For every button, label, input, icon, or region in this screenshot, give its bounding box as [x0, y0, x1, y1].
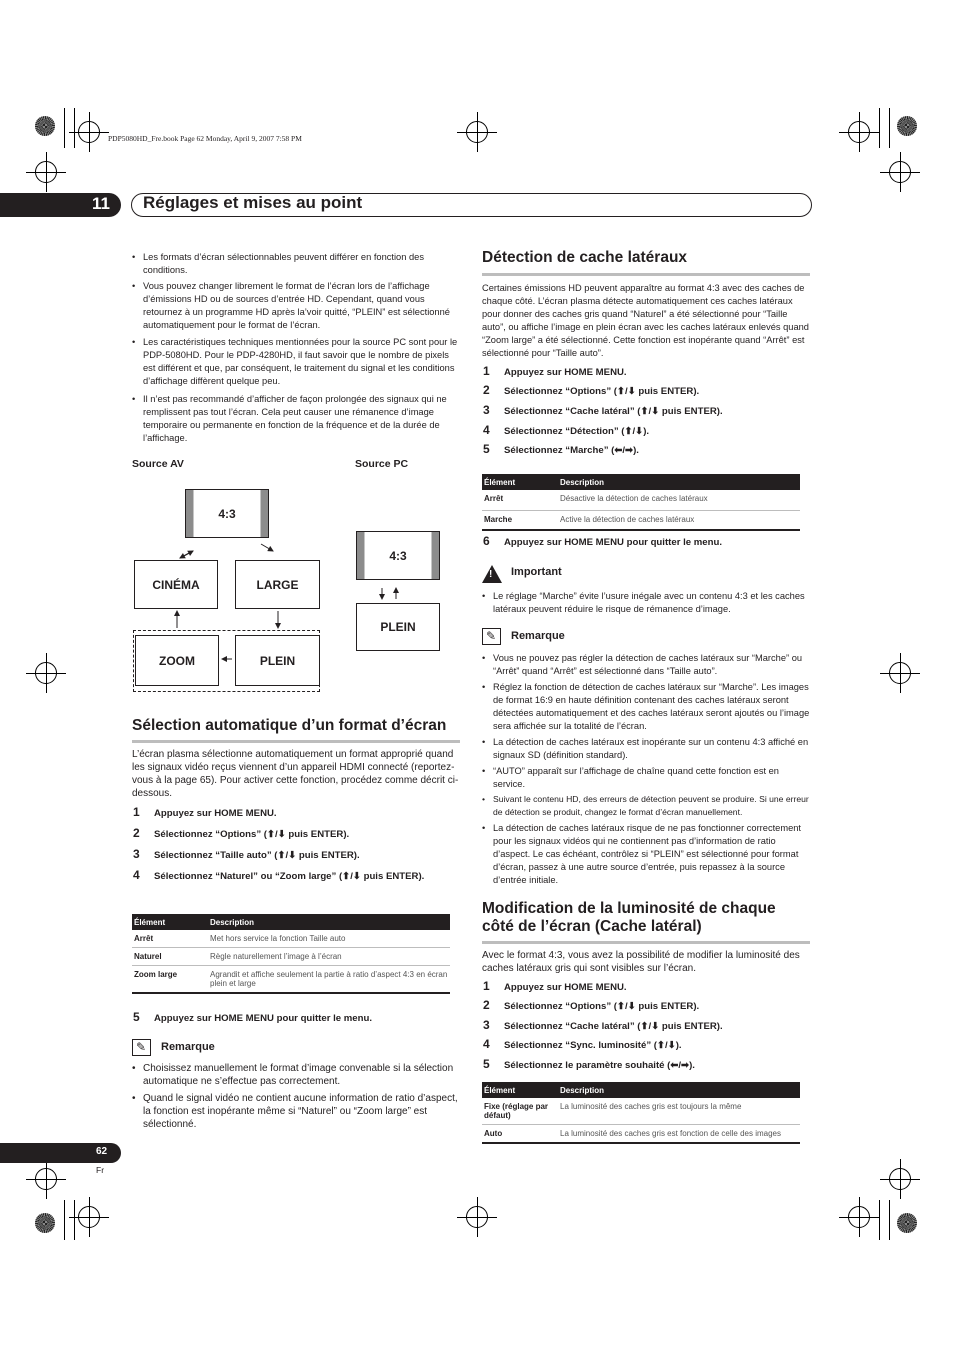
crosshair-icon — [889, 662, 911, 684]
table-cell: Désactive la détection de caches latéraux — [558, 490, 800, 510]
file-info-line: PDP5080HD_Fre.book Page 62 Monday, April 9, 2007 7:58 PM — [108, 134, 302, 143]
step-number: 1 — [483, 364, 490, 378]
list-item: • Quand le signal vidéo ne contient aucune information de ratio d’aspect, la fonction est inopérante même si “Naturel” ou “Zoom large” est sélectionné. — [132, 1092, 460, 1131]
source-av-label: Source AV — [132, 458, 184, 470]
page-number: 62 — [96, 1146, 108, 1157]
step-text: Appuyez sur HOME MENU. — [504, 982, 627, 993]
table-header: Élément — [482, 1082, 558, 1098]
table-cell: La luminosité des caches gris est fonction de celle des images — [558, 1125, 800, 1144]
step-text: Appuyez sur HOME MENU. — [504, 367, 627, 378]
crop-mark — [879, 1200, 880, 1240]
screen-43-av-label: 4:3 — [218, 506, 236, 521]
step-text: Appuyez sur HOME MENU pour quitter le menu. — [154, 1013, 373, 1024]
table-header-row — [132, 914, 450, 930]
step-number: 2 — [483, 383, 490, 397]
crop-mark — [64, 108, 65, 148]
list-item: • Vous pouvez changer librement le format de l’écran lors de l’affichage d’émissions HD ou de sources d’entrée HD. Cependant, quand vous retournez à un programme HD après la’voir quitté, “PLEIN” est sélectionné automatiquement pour le format de l’écran. — [132, 280, 460, 332]
crosshair-icon — [78, 121, 100, 143]
registration-starburst-icon — [35, 116, 55, 136]
chapter-title: Réglages et mises au point — [143, 193, 363, 212]
crosshair-icon — [889, 1168, 911, 1190]
step-text: Sélectionnez le paramètre souhaité (⬅/➡). — [504, 1060, 695, 1071]
step-number: 3 — [133, 847, 140, 861]
table-cell: Fixe (réglage par défaut) — [482, 1098, 558, 1125]
step-text: Sélectionnez “Taille auto” (⬆/⬇ puis ENTER). — [154, 850, 360, 861]
crosshair-icon — [889, 161, 911, 183]
section-heading-lum: Modification de la luminosité de chaque côté de l’écran (Cache latéral) — [482, 900, 776, 935]
list-item: • La détection de caches latéraux est inopérante sur un contenu 4:3 affiché en signaux SD (définition standard). — [482, 736, 812, 762]
crosshair-icon — [848, 1206, 870, 1228]
crop-mark — [74, 1200, 75, 1240]
chapter-number: 11 — [92, 194, 110, 213]
list-item: • Choisissez manuellement le format d’image convenable si la sélection automatique ne s’effectue pas correctement. — [132, 1062, 460, 1088]
table-header: Description — [558, 1082, 800, 1098]
step-number: 3 — [483, 403, 490, 417]
table-header: Élément — [482, 474, 558, 490]
step-number: 1 — [483, 979, 490, 993]
step-text: Appuyez sur HOME MENU pour quitter le menu. — [504, 537, 723, 548]
crosshair-icon — [848, 121, 870, 143]
registration-starburst-icon — [35, 1213, 55, 1233]
step-number: 4 — [483, 423, 490, 437]
section-heading-auto: Sélection automatique d’un format d’écran — [132, 717, 447, 734]
table-cell: Active la détection de caches latéraux — [558, 510, 800, 530]
table-header-row — [482, 1082, 800, 1098]
table-row — [132, 930, 450, 948]
table-header: Description — [558, 474, 800, 490]
table-cell: Auto — [482, 1125, 558, 1144]
crop-mark — [879, 108, 880, 148]
table-cell: Arrêt — [132, 930, 208, 948]
list-item: • Suivant le contenu HD, des erreurs de détection peuvent se produire. Si une erreur de détection se produit, changez le format d’écran manuellement. — [482, 793, 812, 819]
mode-label: LARGE — [256, 577, 299, 592]
note-pencil-icon: ✎ — [132, 1039, 151, 1056]
crosshair-icon — [466, 1206, 488, 1228]
list-item: • Réglez la fonction de détection de caches latéraux sur “Marche”. Les images de format 16:9 en haute définition contenant des caches latéraux seront détectées automatiquement et des caches latéraux seront ajoutés ou l’image sera affichée sur la totalité de l’écran. — [482, 681, 812, 733]
list-item: • Il n’est pas recommandé d’afficher de façon prolongée des signaux qui ne remplissent pas tout l’écran. Cela peut causer une rémanence d’image temporaire ou permanente en fonction de la fréquence et de la durée de l’affichage. — [132, 393, 460, 445]
crop-mark — [64, 1200, 65, 1240]
important-title: Important — [511, 566, 562, 578]
step-text: Sélectionnez “Cache latéral” (⬆/⬇ puis ENTER). — [504, 406, 723, 417]
table-header-row — [482, 474, 800, 490]
list-item: • Les caractéristiques techniques mentionnées pour la source PC sont pour le PDP-5080HD. Pour le PDP-4280HD, il faut savoir que le nombre de pixels est différent et que, par conséquent, le traitement du signal et les conditions d’affichage diffèrent quelque peu. — [132, 336, 460, 388]
table-row — [482, 510, 800, 530]
screen-43-pc-label: 4:3 — [389, 548, 407, 563]
crosshair-icon — [35, 1168, 57, 1190]
step-number: 2 — [133, 826, 140, 840]
step-text: Appuyez sur HOME MENU. — [154, 808, 277, 819]
step-number: 4 — [133, 868, 140, 882]
note-pencil-icon: ✎ — [482, 628, 501, 645]
table-cell: Arrêt — [482, 490, 558, 510]
step-number: 2 — [483, 998, 490, 1012]
step-number: 4 — [483, 1037, 490, 1051]
crop-mark — [889, 1200, 890, 1240]
heading-rule — [482, 273, 810, 276]
mode-label: PLEIN — [380, 620, 416, 634]
table-cell: Naturel — [132, 948, 208, 966]
heading-rule — [482, 941, 810, 944]
list-item: • “AUTO” apparaît sur l’affichage de chaîne quand cette fonction est en service. — [482, 765, 812, 791]
mode-label: ZOOM — [159, 653, 195, 668]
table-cell: Zoom large — [132, 966, 208, 994]
heading-rule — [132, 740, 460, 743]
table-cell: Règle naturellement l’image à l’écran — [208, 948, 450, 966]
crop-mark — [889, 108, 890, 148]
remark-title: Remarque — [161, 1041, 215, 1053]
step-number: 5 — [483, 1057, 490, 1071]
mode-label: CINÉMA — [152, 577, 200, 592]
table-detect — [482, 474, 800, 531]
section-intro: L’écran plasma sélectionne automatiquement un format approprié quand les signaux vidéo reçus viennent d’un appareil HDMI connecté (reportez-vous à la page 65). Pour activer cette fonction, procédez comme décrit ci-dessous. — [132, 749, 459, 799]
table-auto — [132, 914, 450, 994]
important-warning-icon: ! — [482, 565, 502, 583]
step-text: Sélectionnez “Options” (⬆/⬇ puis ENTER). — [504, 1001, 700, 1012]
registration-starburst-icon — [897, 1213, 917, 1233]
registration-starburst-icon — [897, 116, 917, 136]
section-intro: Avec le format 4:3, vous avez la possibilité de modifier la luminosité des caches latéraux gris qui sont visibles sur l’écran. — [482, 950, 800, 974]
list-item: • Les formats d’écran sélectionnables peuvent différer en fonction des conditions. — [132, 251, 460, 277]
step-text: Sélectionnez “Cache latéral” (⬆/⬇ puis ENTER). — [504, 1021, 723, 1032]
list-item: • Le réglage “Marche” évite l’usure inégale avec un contenu 4:3 et les caches latéraux peuvent réduire le risque de rémanence d’image. — [482, 590, 810, 616]
screen-43-av — [185, 489, 269, 538]
crosshair-icon — [35, 161, 57, 183]
step-text: Sélectionnez “Naturel” ou “Zoom large” (⬆/⬇ puis ENTER). — [154, 871, 425, 882]
source-pc-label: Source PC — [355, 458, 409, 470]
remark-title: Remarque — [511, 630, 565, 642]
table-header: Description — [208, 914, 450, 930]
section-heading-detect: Détection de cache latéraux — [482, 249, 688, 266]
page-language: Fr — [96, 1165, 105, 1175]
step-text: Sélectionnez “Options” (⬆/⬇ puis ENTER). — [504, 386, 700, 397]
step-text: Sélectionnez “Marche” (⬅/➡). — [504, 445, 639, 456]
table-row — [482, 1098, 800, 1125]
crosshair-icon — [78, 1206, 100, 1228]
table-header: Élément — [132, 914, 208, 930]
step-number: 6 — [483, 534, 490, 548]
crosshair-icon — [35, 662, 57, 684]
table-cell: La luminosité des caches gris est toujours la même — [558, 1098, 800, 1125]
table-cell: Marche — [482, 510, 558, 530]
table-row — [482, 1125, 800, 1144]
list-item: • La détection de caches latéraux risque de ne pas fonctionner correctement pour les signaux vidéos qui ne contiennent pas d’information de ratio d’aspect. Le cas échéant, contrôlez si “PLEIN” est sélectionné pour format d’écran, passez à une autre source d’entrée, puis repassez à la source d’entrée initiale. — [482, 822, 812, 887]
crosshair-icon — [466, 121, 488, 143]
step-text: Sélectionnez “Détection” (⬆/⬇). — [504, 426, 650, 437]
table-row — [482, 490, 800, 510]
step-text: Sélectionnez “Sync. luminosité” (⬆/⬇). — [504, 1040, 682, 1051]
table-lum — [482, 1082, 800, 1144]
table-row — [132, 966, 450, 994]
list-item: • Vous ne pouvez pas régler la détection de caches latéraux sur “Marche” ou “Arrêt” quand “Arrêt” est sélectionné dans “Taille auto”. — [482, 652, 812, 678]
step-number: 5 — [133, 1010, 140, 1024]
crop-mark — [74, 108, 75, 148]
section-intro: Certaines émissions HD peuvent apparaître au format 4:3 avec des caches de chaque côté. L’écran plasma détecte automatiquement ces caches latéraux pour donner des caches gris quand “Naturel” a été sélectionné pour “Taille auto”, ou affiche l’image en plein écran avec les caches latéraux enlevés quand “Zoom large” a été sélectionné. Cette fonction est inopérante quand “Arrêt” est sélectionné pour “Taille auto”. — [482, 283, 809, 358]
mode-label: PLEIN — [259, 653, 296, 668]
step-number: 3 — [483, 1018, 490, 1032]
table-cell: Met hors service la fonction Taille auto — [208, 930, 450, 948]
step-text: Sélectionnez “Options” (⬆/⬇ puis ENTER). — [154, 829, 350, 840]
step-number: 1 — [133, 805, 140, 819]
table-row — [132, 948, 450, 966]
diagram-arrows — [130, 535, 460, 670]
table-cell: Agrandit et affiche seulement la partie à ratio d’aspect 4:3 en écran plein et large — [208, 966, 450, 994]
step-number: 5 — [483, 442, 490, 456]
